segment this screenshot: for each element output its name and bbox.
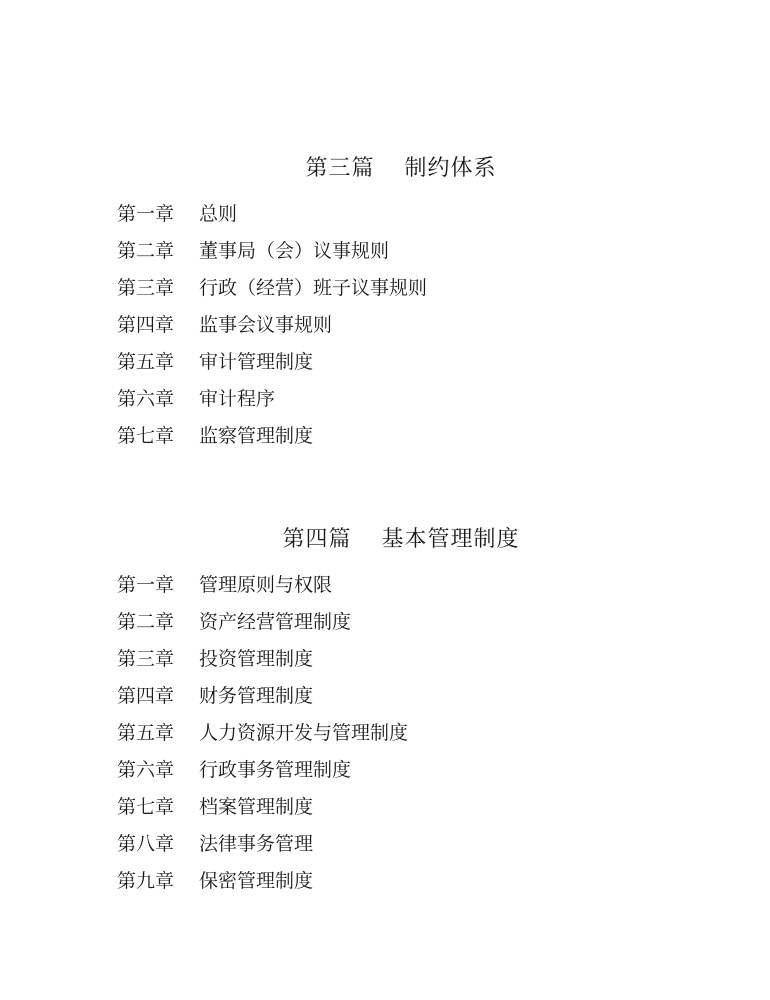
- part-four-label: 第四篇: [282, 527, 352, 552]
- chapter-title: 审计管理制度: [199, 351, 314, 373]
- chapter-item: [117, 238, 427, 275]
- chapter-title: 行政事务管理制度: [199, 759, 352, 781]
- chapter-number: 第八章: [117, 833, 175, 855]
- chapter-number: 第四章: [117, 685, 175, 707]
- chapter-title: 人力资源开发与管理制度: [199, 722, 409, 744]
- chapter-number: 第五章: [117, 722, 175, 744]
- chapter-item: [117, 757, 408, 794]
- chapter-number: 第四章: [117, 314, 175, 336]
- chapter-title: 投资管理制度: [199, 648, 314, 670]
- chapter-item: [117, 683, 408, 720]
- chapter-title: 审计程序: [199, 388, 276, 410]
- chapter-title: 董事局（会）议事规则: [199, 240, 390, 262]
- chapter-title: 保密管理制度: [199, 870, 314, 892]
- chapter-title: 法律事务管理: [199, 833, 314, 855]
- part-four-title: 基本管理制度: [381, 527, 520, 552]
- part-four-heading: [0, 498, 770, 582]
- chapter-item: [117, 312, 427, 349]
- chapter-number: 第二章: [117, 611, 175, 633]
- chapter-number: 第五章: [117, 351, 175, 373]
- chapter-title: 财务管理制度: [199, 685, 314, 707]
- chapter-number: 第一章: [117, 203, 175, 225]
- chapter-item: [117, 609, 408, 646]
- chapter-title: 资产经营管理制度: [199, 611, 352, 633]
- chapter-title: 总则: [199, 203, 238, 225]
- chapter-item: [117, 386, 427, 423]
- chapter-title: 管理原则与权限: [199, 574, 333, 596]
- part-three-title: 制约体系: [404, 156, 497, 181]
- chapter-item: [117, 794, 408, 831]
- chapter-item: [117, 868, 408, 905]
- chapter-item: [117, 275, 427, 312]
- chapter-item: [117, 423, 427, 460]
- chapter-number: 第七章: [117, 425, 175, 447]
- part-four-chapter-list: [117, 572, 408, 905]
- chapter-number: 第九章: [117, 870, 175, 892]
- chapter-title: 监事会议事规则: [199, 314, 333, 336]
- chapter-number: 第六章: [117, 759, 175, 781]
- chapter-number: 第七章: [117, 796, 175, 818]
- part-three-heading: [0, 127, 770, 211]
- chapter-item: [117, 646, 408, 683]
- chapter-number: 第六章: [117, 388, 175, 410]
- chapter-number: 第三章: [117, 648, 175, 670]
- chapter-title: 行政（经营）班子议事规则: [199, 277, 428, 299]
- chapter-item: [117, 572, 408, 609]
- chapter-number: 第二章: [117, 240, 175, 262]
- chapter-title: 档案管理制度: [199, 796, 314, 818]
- chapter-item: [117, 349, 427, 386]
- chapter-item: [117, 201, 427, 238]
- chapter-item: [117, 720, 408, 757]
- chapter-number: 第三章: [117, 277, 175, 299]
- chapter-item: [117, 831, 408, 868]
- chapter-number: 第一章: [117, 574, 175, 596]
- chapter-title: 监察管理制度: [199, 425, 314, 447]
- part-three-chapter-list: [117, 201, 427, 460]
- part-three-label: 第三篇: [305, 156, 375, 181]
